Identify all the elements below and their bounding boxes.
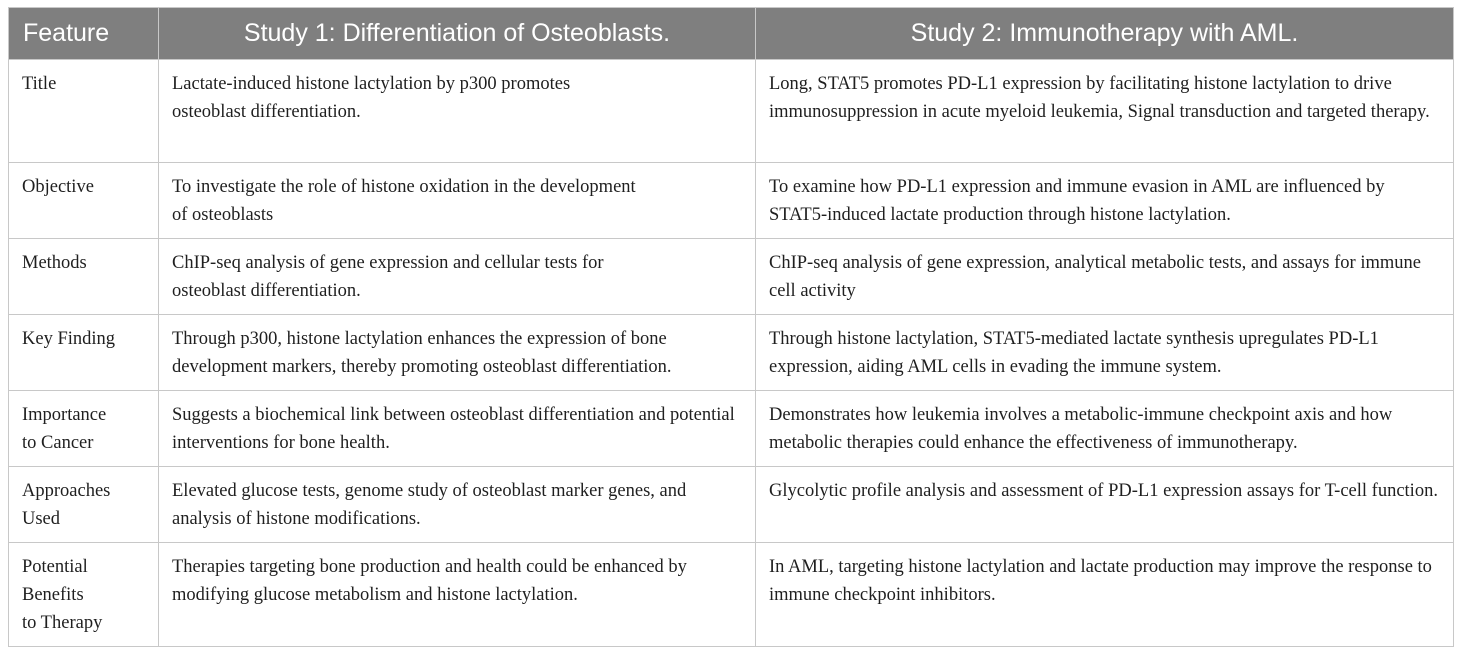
header-feature: Feature [9, 8, 159, 60]
table-row [9, 163, 1454, 239]
study2-text: Long, STAT5 promotes PD-L1 expression by facilitating histone lactylation to drive immunosuppression in acute myeloid leukemia, Signal transduction and targeted therapy. [769, 74, 1430, 122]
header-study-1: Study 1: Differentiation of Osteoblasts. [159, 8, 756, 60]
study1-cell [159, 315, 756, 391]
study2-text: To examine how PD-L1 expression and immune evasion in AML are influenced by STAT5-induced lactate production through histone lactylation. [769, 177, 1385, 225]
study2-text: Through histone lactylation, STAT5-mediated lactate synthesis upregulates PD-L1 expression, aiding AML cells in evading the immune system. [769, 329, 1379, 377]
study1-cell [159, 391, 756, 467]
study2-cell [756, 239, 1454, 315]
study1-cell [159, 60, 756, 163]
study1-cell [159, 467, 756, 543]
study1-text: Elevated glucose tests, genome study of osteoblast marker genes, and analysis of histone modifications. [172, 481, 687, 529]
study2-cell [756, 163, 1454, 239]
study1-text: To investigate the role of histone oxidation in the development of osteoblasts [172, 177, 636, 225]
feature-cell [9, 60, 159, 163]
feature-cell [9, 163, 159, 239]
table-row [9, 543, 1454, 647]
table-row [9, 239, 1454, 315]
study2-cell [756, 60, 1454, 163]
feature-cell [9, 315, 159, 391]
table-body [9, 60, 1454, 647]
study2-cell [756, 391, 1454, 467]
table-row [9, 60, 1454, 163]
study2-cell [756, 315, 1454, 391]
table-row [9, 391, 1454, 467]
study1-text: Lactate-induced histone lactylation by p300 promotes osteoblast differentiation. [172, 74, 571, 122]
comparison-table [8, 7, 1454, 647]
table-row [9, 467, 1454, 543]
feature-label: Title [22, 74, 57, 94]
feature-label: Importance to Cancer [22, 405, 107, 453]
table-header [9, 8, 1454, 60]
study2-text: In AML, targeting histone lactylation and lactate production may improve the response to immune checkpoint inhibitors. [769, 557, 1432, 605]
feature-label: Potential Benefits to Therapy [22, 557, 103, 633]
table-row [9, 315, 1454, 391]
study1-text: Through p300, histone lactylation enhances the expression of bone development markers, thereby promoting osteoblast differentiation. [172, 329, 672, 377]
study2-cell [756, 543, 1454, 647]
feature-label: Approaches Used [22, 481, 111, 529]
feature-cell [9, 391, 159, 467]
study1-cell [159, 239, 756, 315]
feature-label: Objective [22, 177, 94, 197]
study1-text: Suggests a biochemical link between osteoblast differentiation and potential interventions for bone health. [172, 405, 735, 453]
feature-label: Key Finding [22, 329, 116, 349]
study1-text: Therapies targeting bone production and health could be enhanced by modifying glucose metabolism and histone lactylation. [172, 557, 687, 605]
study2-text: Demonstrates how leukemia involves a metabolic-immune checkpoint axis and how metabolic therapies could enhance the effectiveness of immunotherapy. [769, 405, 1393, 453]
study2-text: ChIP-seq analysis of gene expression, analytical metabolic tests, and assays for immune cell activity [769, 253, 1421, 301]
feature-cell [9, 239, 159, 315]
feature-cell [9, 543, 159, 647]
study2-text: Glycolytic profile analysis and assessment of PD-L1 expression assays for T-cell function. [769, 481, 1438, 501]
feature-label: Methods [22, 253, 87, 273]
study1-text: ChIP-seq analysis of gene expression and cellular tests for osteoblast differentiation. [172, 253, 604, 301]
study1-cell [159, 543, 756, 647]
study2-cell [756, 467, 1454, 543]
header-row [9, 8, 1454, 60]
study1-cell [159, 163, 756, 239]
feature-cell [9, 467, 159, 543]
header-study-2: Study 2: Immunotherapy with AML. [756, 8, 1454, 60]
